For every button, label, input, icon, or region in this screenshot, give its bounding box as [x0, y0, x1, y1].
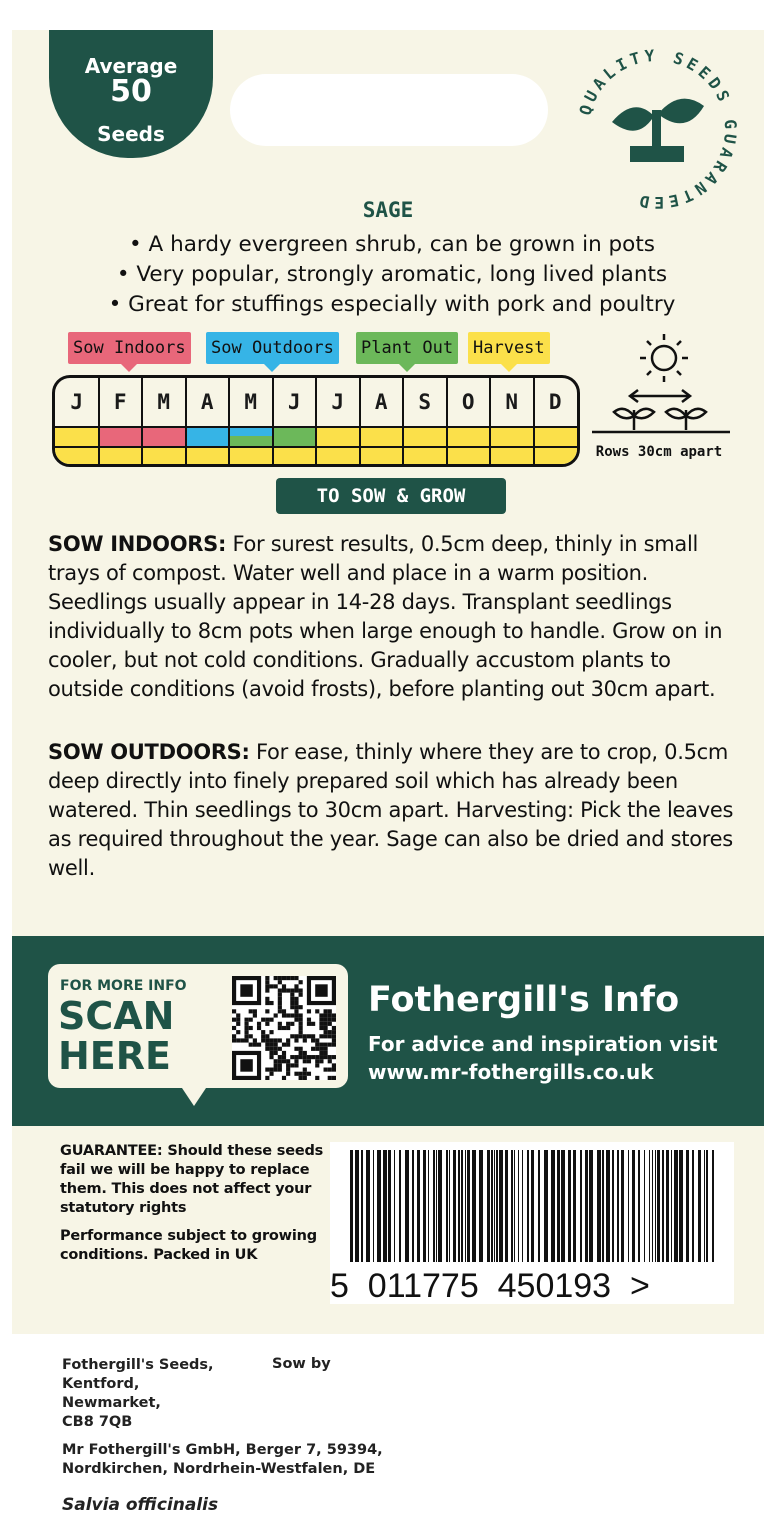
legend-sow-outdoors — [206, 332, 339, 364]
performance-paragraph: Performance subject to growing conditions. Packed in UK — [60, 1228, 317, 1263]
sowing-calendar — [52, 375, 580, 467]
spacing-arrow-icon — [630, 390, 690, 402]
scan-line-1: FOR MORE INFO — [60, 978, 187, 994]
calendar-month: O — [461, 390, 475, 414]
guarantee-paragraph: GUARANTEE: Should these seeds fail we will be happy to replace them. This does not affect your statutory rights — [60, 1143, 324, 1216]
sow-indoors-instructions — [48, 530, 748, 704]
product-title: SAGE — [362, 198, 414, 222]
calendar-month: F — [113, 390, 127, 414]
calendar-month: J — [331, 390, 345, 414]
address-line: Newmarket, — [62, 1395, 161, 1411]
sow-by-label: Sow by — [272, 1356, 331, 1372]
sow-indoors-heading: SOW INDOORS: — [48, 532, 227, 556]
sun-icon — [640, 334, 688, 382]
fothergills-info — [368, 978, 718, 1086]
rows-spacing-illustration — [584, 330, 744, 470]
seedling-icon — [612, 99, 704, 162]
seal-text: QUALITY SEEDS GUARANTEED — [575, 45, 741, 213]
calendar-month: M — [157, 390, 171, 414]
seedlings-icon — [592, 409, 730, 432]
legend-label: Plant Out — [361, 338, 454, 358]
info-line-1: For advice and inspiration visit — [368, 1032, 718, 1056]
barcode-icon — [330, 1142, 734, 1266]
address-line: Kentford, — [62, 1376, 140, 1392]
legend-sow-indoors — [68, 332, 191, 364]
barcode-number: 5 011775 450193 > — [330, 1267, 650, 1305]
calendar-month: D — [548, 390, 562, 414]
address-line: Fothergill's Seeds, — [62, 1357, 214, 1373]
guarantee-text — [60, 1142, 330, 1274]
address-line: Nordkirchen, Nordrhein-Westfalen, DE — [62, 1461, 376, 1477]
calendar-month: J — [70, 390, 84, 414]
calendar-month: A — [200, 390, 214, 414]
seed-packet-back — [12, 30, 764, 1334]
address-line: CB8 7QB — [62, 1414, 133, 1430]
calendar-month: A — [374, 390, 388, 414]
legend-plant-out — [356, 332, 458, 364]
address-block — [62, 1356, 383, 1488]
bullet-1: • A hardy evergreen shrub, can be grown in pots — [129, 232, 655, 257]
calendar-month: M — [244, 390, 258, 414]
bullet-2: • Very popular, strongly aromatic, long lived plants — [116, 262, 668, 287]
legend-label: Sow Outdoors — [211, 338, 334, 358]
rows-label: Rows 30cm apart — [595, 444, 723, 460]
address-line: Mr Fothergill's GmbH, Berger 7, 59394, — [62, 1442, 383, 1458]
sow-outdoors-text: For ease, thinly where they are to crop, 0.5cm deep directly into finely prepared soil which has already been watered. Thin seedlings to 30cm apart. Harvesting: Pick the leaves as required throughout the year. Sage can also be dried and stores well. — [48, 740, 734, 880]
quality-seeds-seal — [572, 44, 742, 214]
sow-indoors-text: For surest results, 0.5cm deep, thinly in small trays of compost. Water well and place in a warm position. Seedlings usually appear in 14-28 days. Transplant seedlings individually to 8cm pots when large enough to handle. Grow on in cooler, but not cold conditions. Gradually accustom plants to outside conditions (avoid frosts), before planting out 30cm apart. — [48, 532, 723, 701]
seed-count-badge — [49, 30, 213, 158]
info-website-link[interactable]: www.mr-fothergills.co.uk — [368, 1060, 654, 1084]
scan-line-2: SCAN — [58, 994, 175, 1038]
latin-name: Salvia officinalis — [62, 1495, 219, 1515]
calendar-month: S — [418, 390, 432, 414]
legend-label: Harvest — [473, 338, 545, 358]
qr-code-icon[interactable] — [232, 976, 336, 1080]
badge-line-1: Average — [84, 54, 178, 78]
bullet-3: • Great for stuffings especially with pork and poultry — [108, 292, 676, 317]
calendar-month: J — [287, 390, 301, 414]
scan-here-box — [48, 964, 348, 1088]
barcode — [330, 1142, 734, 1304]
calendar-month: N — [505, 390, 519, 414]
packet-window — [230, 74, 548, 146]
scan-line-3: HERE — [58, 1034, 171, 1078]
info-title: Fothergill's Info — [368, 980, 680, 1020]
legend-label: Sow Indoors — [73, 338, 186, 358]
sow-grow-heading: TO SOW & GROW — [276, 478, 506, 514]
badge-line-2: 50 — [110, 74, 152, 109]
plant-out-bar-may — [229, 436, 273, 446]
legend-harvest — [468, 332, 550, 364]
sow-outdoors-instructions — [48, 738, 748, 883]
product-bullets — [12, 230, 764, 320]
badge-line-3: Seeds — [97, 122, 165, 146]
plant-out-bar-jun — [273, 428, 317, 446]
sow-outdoors-heading: SOW OUTDOORS: — [48, 740, 250, 764]
